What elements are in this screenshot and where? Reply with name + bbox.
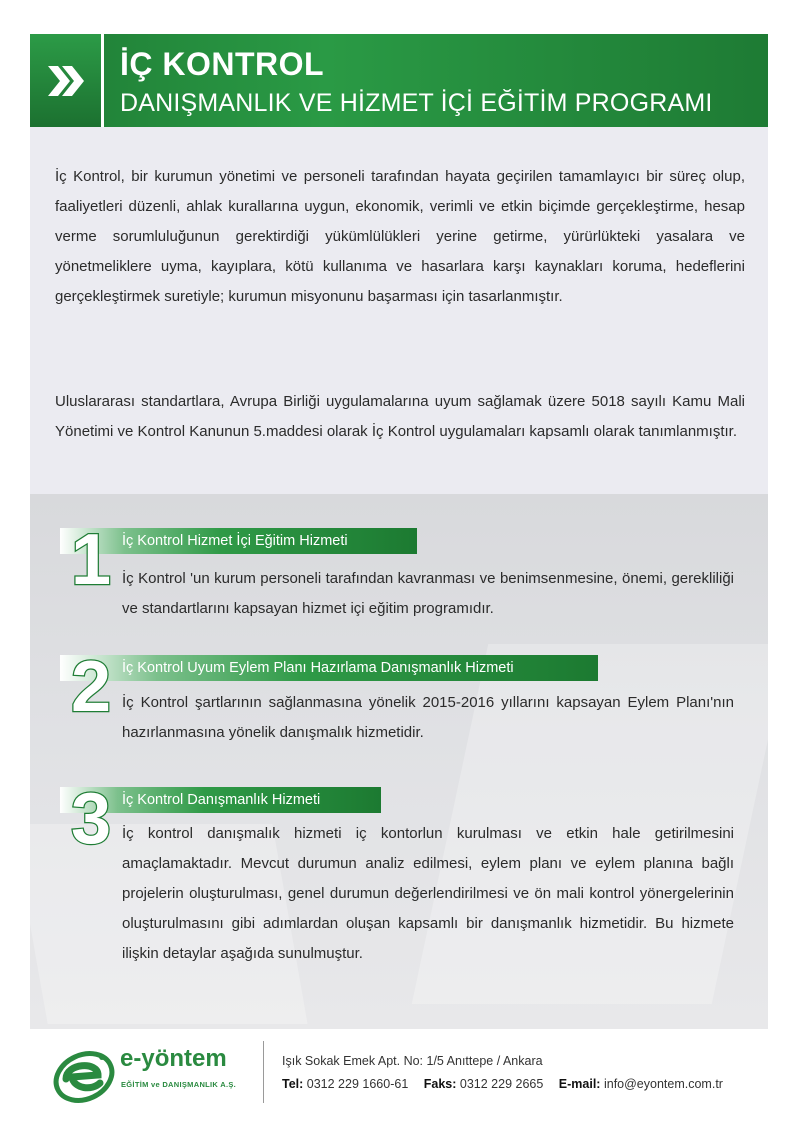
intro-paragraph-2: Uluslararası standartlara, Avrupa Birliği uygulamalarına uyum sağlamak üzere 5018 sayılı Kamu Mali Yönetimi ve Kontrol Kanunun 5.maddesi olarak İç Kontrol uygulamaları kapsamlı olarak tanımlanmıştır. — [55, 393, 745, 440]
header-banner — [30, 34, 768, 127]
contact-line — [282, 1077, 723, 1091]
header-icon-tab — [30, 34, 101, 127]
svg-text:3: 3 — [70, 781, 112, 851]
fax-value: 0312 229 2665 — [459, 1077, 544, 1091]
company-address: Işık Sokak Emek Apt. No: 1/5 Anıttepe / Ankara — [282, 1054, 543, 1068]
section-3-title: İç Kontrol Danışmanlık Hizmeti — [122, 792, 321, 808]
section-1-text: İç Kontrol 'un kurum personeli tarafından kavranması ve benimsenmesine, önemi, gerekliliği ve standartlarını kapsayan hizmet içi eğitim programıdır. — [122, 570, 734, 617]
intro-paragraph-1: İç Kontrol, bir kurumun yönetimi ve personeli tarafından hayata geçirilen tamamlayıcı bir süreç olup, faaliyetleri düzenli, ahlak kurallarına uygun, ekonomik, verimli ve etkin biçimde gerçekleştirme, hesap verme sorumluluğunun gerektirdiği yükümlülükleri yerine getirme, yürürlükteki yasalara ve yönetmeliklere uyma, kayıplara, kötü kullanıma ve hasarlara karşı kaynakları koruma, hedeflerini gerçekleştirmek suretiyle; kurumun misyonunu başarması için tasarlanmıştır. — [55, 168, 745, 305]
email-link[interactable]: info@eyontem.com.tr — [603, 1077, 723, 1091]
company-tagline: EĞİTİM ve DANIŞMANLIK A.Ş. — [121, 1080, 237, 1089]
section-1-title: İç Kontrol Hizmet İçi Eğitim Hizmeti — [122, 533, 348, 549]
svg-text:2: 2 — [70, 649, 112, 719]
section-2-text: İç Kontrol şartlarının sağlanmasına yönelik 2015-2016 yıllarını kapsayan Eylem Planı'nın hazırlanmasına yönelik danışmalık hizmetidir. — [122, 694, 734, 741]
fax-label: Faks: — [423, 1077, 457, 1091]
section-3-number — [68, 781, 114, 851]
section-3-text: İç kontrol danışmalık hizmeti iç kontorlun kurulması ve etkin hale getirilmesini amaçlamaktadır. Mevcut durumun analiz edilmesi, eylem planı ve eylem planına bağlı projelerin oluşturulması, genel durumun değerlendirilmesi ve ön mali kontrol yönergelerinin oluşturulmasını gibi adımlardan oluşan kapsamlı bir danışmanlık hizmetidir. Bu hizmete ilişkin detaylar aşağıda sunulmuştur. — [122, 825, 734, 962]
double-chevron-right-icon — [46, 64, 86, 98]
page-subtitle: DANIŞMANLIK VE HİZMET İÇİ EĞİTİM PROGRAMI — [120, 89, 713, 117]
footer-separator — [263, 1041, 264, 1103]
tel-label: Tel: — [282, 1077, 304, 1091]
tel-value[interactable]: 0312 229 1660-61 — [306, 1077, 409, 1091]
company-name: e-yöntem — [120, 1045, 227, 1072]
section-1-number — [68, 522, 114, 592]
header-divider — [101, 34, 104, 127]
e-yontem-logo-icon — [52, 1043, 116, 1107]
section-2-title-bar — [60, 655, 598, 681]
page-title: İÇ KONTROL — [120, 46, 325, 82]
email-label: E-mail: — [558, 1077, 601, 1091]
footer — [0, 1029, 800, 1132]
services-panel — [30, 494, 768, 1029]
intro-panel — [30, 127, 768, 494]
section-2-title: İç Kontrol Uyum Eylem Planı Hazırlama Danışmanlık Hizmeti — [122, 660, 514, 676]
section-2-number — [68, 649, 114, 719]
svg-text:1: 1 — [70, 522, 112, 592]
